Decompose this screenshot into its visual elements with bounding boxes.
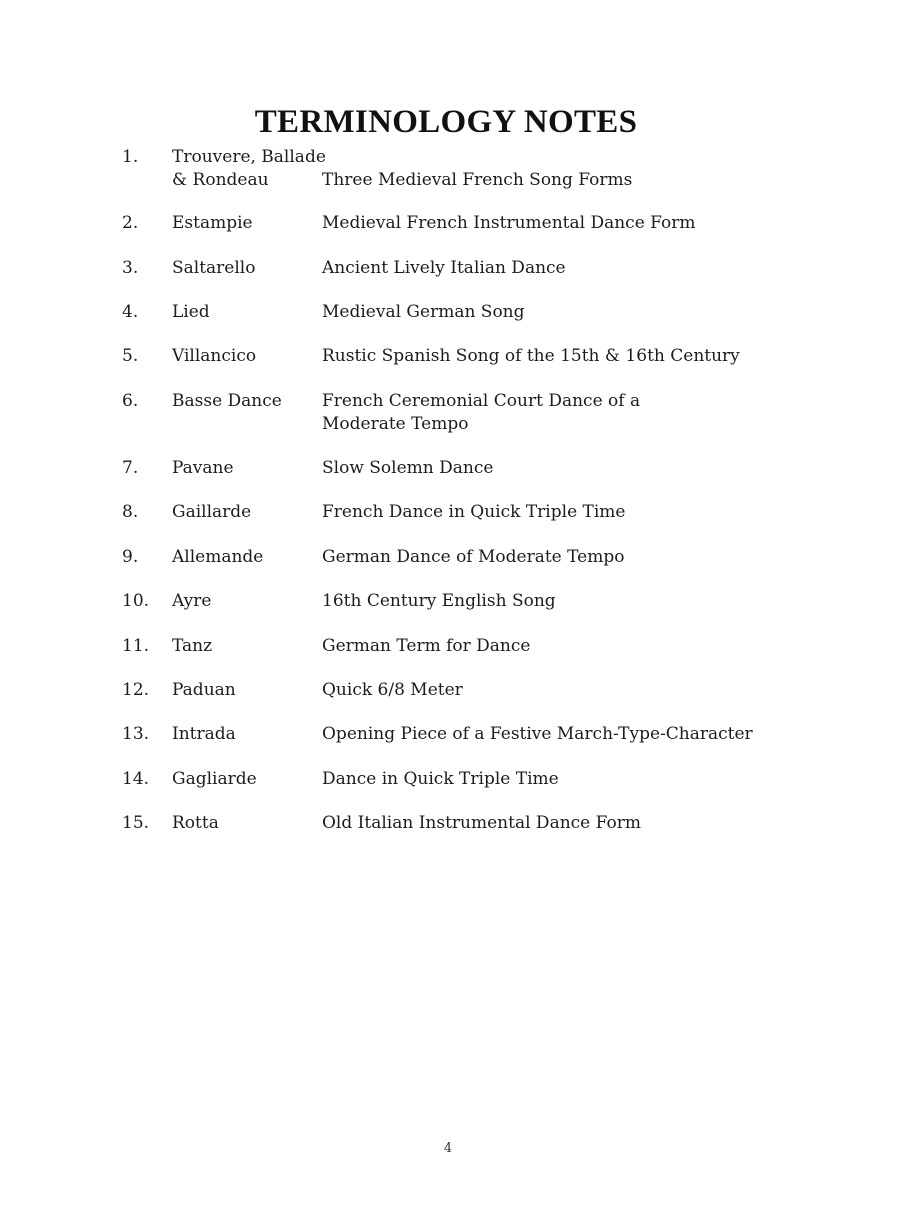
term-name: Intrada — [172, 724, 236, 744]
term-definition: Medieval French Instrumental Dance Form — [322, 213, 696, 233]
term-number: 15. — [122, 813, 150, 833]
term-definition: French Ceremonial Court Dance of a Moderate Tempo — [322, 391, 641, 434]
term-name: Basse Dance — [172, 391, 282, 411]
term-number: 2. — [122, 213, 139, 233]
term-number: 13. — [122, 724, 150, 744]
term-name: Gagliarde — [172, 769, 257, 789]
term-name-line: Trouvere, Ballade — [172, 147, 326, 167]
term-definition: Old Italian Instrumental Dance Form — [322, 813, 641, 833]
term-number: 11. — [122, 636, 150, 656]
term-number: 14. — [122, 769, 150, 789]
term-definition: Medieval German Song — [322, 302, 525, 322]
term-definition: French Dance in Quick Triple Time — [322, 502, 626, 522]
term-name: Villancico — [172, 346, 257, 366]
term-number: 9. — [122, 547, 139, 567]
term-name: Pavane — [172, 458, 234, 478]
term-name-line: & Rondeau — [172, 170, 269, 190]
term-number: 8. — [122, 502, 139, 522]
term-definition: Dance in Quick Triple Time — [322, 769, 559, 789]
term-name: Ayre — [172, 591, 212, 611]
term-definition: 16th Century English Song — [322, 591, 556, 611]
term-name: Estampie — [172, 213, 253, 233]
term-number: 12. — [122, 680, 150, 700]
term-name: Paduan — [172, 680, 236, 700]
term-definition: German Term for Dance — [322, 636, 531, 656]
term-number: 10. — [122, 591, 150, 611]
term-number: 6. — [122, 391, 139, 411]
term-definition: Quick 6/8 Meter — [322, 680, 463, 700]
term-number: 1. — [122, 147, 139, 167]
term-number: 5. — [122, 346, 139, 366]
page-title: TERMINOLOGY NOTES — [254, 104, 638, 141]
page-number: 4 — [443, 1141, 453, 1156]
term-name: Saltarello — [172, 258, 256, 278]
term-definition: Ancient Lively Italian Dance — [322, 258, 566, 278]
term-definition: Opening Piece of a Festive March-Type-Character — [322, 724, 753, 744]
term-definition: Three Medieval French Song Forms — [322, 170, 633, 190]
term-definition: Slow Solemn Dance — [322, 458, 494, 478]
term-name: Allemande — [172, 547, 264, 567]
term-name: Rotta — [172, 813, 219, 833]
term-name: Gaillarde — [172, 502, 252, 522]
term-definition: Rustic Spanish Song of the 15th & 16th Century — [322, 346, 740, 366]
term-number: 7. — [122, 458, 139, 478]
term-definition: German Dance of Moderate Tempo — [322, 547, 625, 567]
term-number: 3. — [122, 258, 139, 278]
term-number: 4. — [122, 302, 139, 322]
term-name: Lied — [172, 302, 210, 322]
term-name — [172, 146, 326, 192]
term-name: Tanz — [172, 636, 213, 656]
